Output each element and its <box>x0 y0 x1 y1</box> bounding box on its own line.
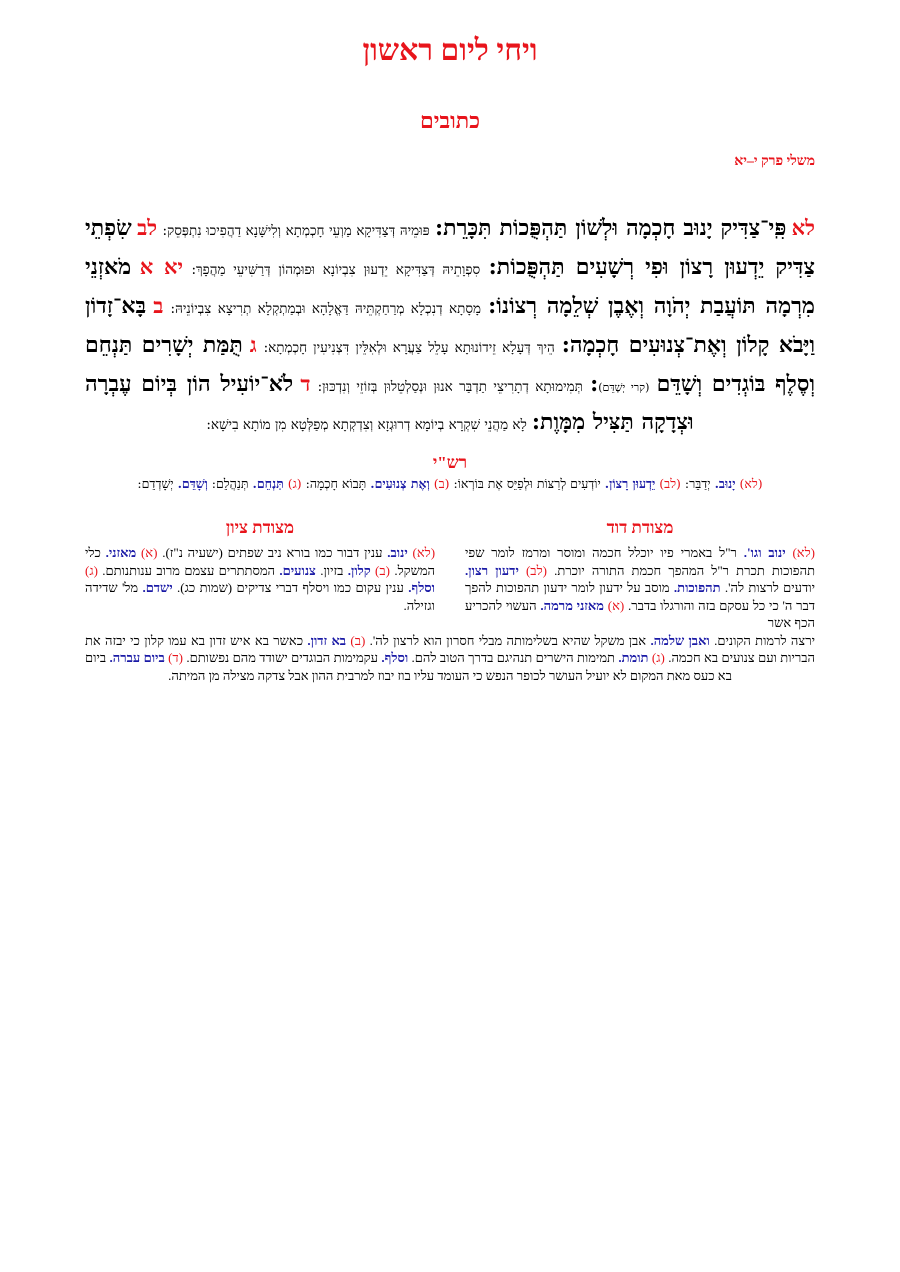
commentary-entry <box>212 476 302 491</box>
entry-label: (ג) <box>287 476 302 491</box>
entry-label: (לב) <box>659 476 681 491</box>
entry-text: ר"ל באמרי פיו יוכלל חכמה ומוסר ומרמז לומר שפי תהפוכות תכרת ר"ל המהפך חכמת התורה יוכרת. <box>465 545 816 578</box>
entry-text: יודעים לרצות לה'. <box>724 580 816 595</box>
commentary-entry <box>306 476 450 491</box>
entry-text: ענין דבור כמו בורא ניב שפתים (ישעיה נ"ז). <box>162 545 383 560</box>
targum-text: פּוּמֵיהּ דְּצַדִּיקָא מַוְעֵי חָכְמְתָא וְלִישָּׁנָא דַהֲפִיכוּ נִתְפְּסֵק: <box>162 223 430 239</box>
commentary-entry <box>137 476 207 491</box>
rashi-heading: רש"י <box>432 453 468 472</box>
entry-label: (לב) <box>525 562 547 578</box>
entry-label: (ב) <box>375 562 390 578</box>
verse-text: שִׂפְתֵי צַדִּיק יֵדְעוּן רָצוֹן וּפִי רְשָׁעִים תַּהְפֻּכוֹת: <box>85 215 815 280</box>
entry-text: כלי המשקל. <box>85 545 436 578</box>
targum-text: לָא מַהֲנֵי שִׁקְרָא בְיוֹמָא דְרוּגְזָא וְצִדְקְתָא מְפַלְּטָא מִן מוֹתָא בִישָׁא: <box>206 417 527 433</box>
entry-keyword: וְאֶת צְנוּעִים. <box>370 476 430 491</box>
entry-keyword: ינוב. <box>387 545 408 560</box>
entry-text: ירצה לרמות הקונים. <box>714 632 815 648</box>
entry-text: יְשָׁדְדֵם: <box>137 476 174 491</box>
entry-keyword: מאזני מרמה. <box>540 597 604 613</box>
entry-label: (ג) <box>651 650 665 665</box>
entry-keyword: יֵדְעוּן רָצוֹן. <box>604 476 656 491</box>
commentary-entry <box>186 650 408 665</box>
commentary-entry <box>162 545 435 560</box>
entry-keyword: וסלף. <box>381 650 409 665</box>
metzudat-david-continuation <box>85 632 815 685</box>
entry-keyword: ינוב וגו'. <box>743 545 786 560</box>
metzudat-zion-heading: מצודת ציון <box>225 518 295 537</box>
entry-keyword: ביום עברה. <box>109 650 165 665</box>
page <box>85 0 815 684</box>
page-title: ויחי ליום ראשון <box>362 34 538 67</box>
commentary-entry <box>370 633 710 648</box>
entry-keyword: תומת. <box>618 650 649 665</box>
entry-keyword: וְשָׁדֵּם. <box>177 476 208 491</box>
commentary-entry <box>412 650 665 665</box>
entry-label: (ג) <box>85 562 98 578</box>
chapter-source: משלי פרק י–יא <box>734 154 815 169</box>
entry-text: כאשר בא איש זדון בא עמו קלון כי יבזה את הבריות ועם צנועים בא חכמה. <box>85 632 816 665</box>
entry-text: העשוי להכריע הכף אשר <box>465 597 815 630</box>
entry-keyword: תהפוכות. <box>673 580 721 595</box>
entry-text: ענין עקום כמו ויסלף דברי צדיקים (שמות כג). <box>177 580 404 595</box>
metzudat-david-text <box>465 544 815 632</box>
verse-number: ב <box>153 293 164 318</box>
verse-number: לא <box>791 215 815 240</box>
commentary-columns <box>85 518 815 684</box>
targum-text: סִפְוָתֵיהּ דְּצַדִּיקָא יֵדְעוּן צִבְיוֹנָא וּפוּמְהוֹן דְּרַשִּׁיעֵי מַהֲפָךְ: <box>191 262 481 278</box>
verses-block <box>85 210 815 443</box>
entry-keyword: מאזני. <box>105 545 137 560</box>
entry-text: המסתתרים עצמם מרוב ענותנותם. <box>102 562 276 578</box>
entry-text: יְדַבֵּר: <box>684 476 711 491</box>
entry-text: תְּנַהֲלֵם: <box>211 476 249 491</box>
entry-label: (ב) <box>433 476 450 491</box>
entry-keyword: קלון. <box>347 562 371 578</box>
verse-number: ג <box>249 332 257 357</box>
entry-text: מוסב על ידעון לומר ידעון תהפוכות להפך דבר ה' כי כל עסקם בזה והורגלו בדבר. <box>465 580 816 613</box>
entry-keyword: תַּנְחֵם. <box>252 476 284 491</box>
commentary-entry <box>102 563 316 578</box>
entry-keyword: ידעון רצון. <box>465 562 519 578</box>
commentary-entry <box>454 476 681 491</box>
verse-text: בָּא־זָדוֹן וַיָּבֹא קָלוֹן וְאֶת־צְנוּעִים חָכְמָה: <box>85 293 816 358</box>
commentary-entry <box>685 476 763 491</box>
verse-end: : <box>590 371 599 397</box>
entry-keyword: יָנוּב. <box>714 476 736 491</box>
targum-text: מָסָתָא דְנִכְלָא מְרַחַקְתֵּיהּ דַּאֱלָהָא וּבְמַתְקְלָא תְרִיצָא צִבְיוֹנֵיהּ: <box>170 301 482 317</box>
kri-note: (קרי יְשָׁדֵּם) <box>598 381 650 394</box>
metzudat-david-heading: מצודת דוד <box>606 518 674 537</box>
entry-text: תמימות הישרים תנהיגם בדרך הטוב להם. <box>411 650 615 665</box>
verse-number: יא א <box>139 254 183 279</box>
verse-number: ד <box>300 371 311 396</box>
targum-text: תְּמִימוּתָא דְתָרִיצֵי תַדְבַּר אנוּן וּנְסַלְטֵלוּן בְּזוֹזֵי וְנִדְכּוּן: <box>317 379 583 395</box>
entry-keyword: וסלף. <box>408 580 436 595</box>
commentary-entry <box>320 563 390 578</box>
rashi-commentary <box>85 475 815 492</box>
commentary-entry <box>714 633 815 648</box>
entry-keyword: ישדם. <box>142 580 173 595</box>
entry-label: (א) <box>140 545 158 560</box>
targum-text: הֵיךְ דְּעָלָא זֵידוֹנוּתָא עָלֵל צַעֲרָא וּלְאִלֵּין דִּצְנִיעִין חָכְמְתָא: <box>263 340 555 356</box>
entry-keyword: צנועים. <box>279 562 316 578</box>
entry-label: (לא) <box>412 545 436 560</box>
entry-keyword: ואבן שלמה. <box>650 632 710 648</box>
entry-label: (לא) <box>792 545 815 560</box>
metzudat-zion-text <box>85 544 435 614</box>
verse-text: פִּֽי־צַדִּיק יָנוּב חָכְמָה וּלְשׁוֹן תַּהְפֻּכוֹת תִּכָּרֵת: <box>435 215 787 241</box>
entry-label: (א) <box>607 597 625 613</box>
entry-text: ביום בא כעס מאת המקום לא יועיל העושר לכופר הנפש כי העומד עליו בוז יבוז למרבית ההון אבל צדקה מצילה מן המיתה. <box>85 650 732 683</box>
page-subtitle: כתובים <box>420 108 480 133</box>
verse-text: מֹאזְנֵי מִרְמָה תּוֹעֲבַת יְהֹוָה וְאֶבֶן שְׁלֵמָה רְצוֹנוֹ: <box>85 254 815 319</box>
entry-text: עקמימות הבוגדים ישודד מהם נפשותם. <box>186 650 378 665</box>
entry-text: אבן משקל שהיא בשלימותה מבלי חסרון הוא לרצון לה'. <box>369 632 647 648</box>
entry-text: מל' שדידה וגזילה. <box>85 580 435 613</box>
entry-label: (ד) <box>168 650 184 665</box>
entry-keyword: בא זדון. <box>307 632 347 648</box>
verse-text: לֹא־יוֹעִיל הוֹן בְּיוֹם עֶבְרָה וּצְדָקָה תַּצִּיל מִמָּוֶת: <box>85 371 694 435</box>
entry-text: תָּבוֹא חָכְמָה: <box>305 476 367 491</box>
entry-text: יוֹדְעִים לְרַצּוֹת וּלְפַיֵּס אֶת בּוֹרְאוֹ: <box>453 476 601 491</box>
entry-label: (ב) <box>350 632 366 648</box>
verse-text: תֻּמַּת יְשָׁרִים תַּנְחֵם וְסֶלֶף בּוֹגְדִים וְשָׁדֵּם <box>85 332 815 397</box>
entry-label: (לא) <box>739 476 763 491</box>
verse <box>162 215 815 241</box>
verse-number: לב <box>137 215 158 240</box>
entry-text: בזיון. <box>320 562 344 578</box>
